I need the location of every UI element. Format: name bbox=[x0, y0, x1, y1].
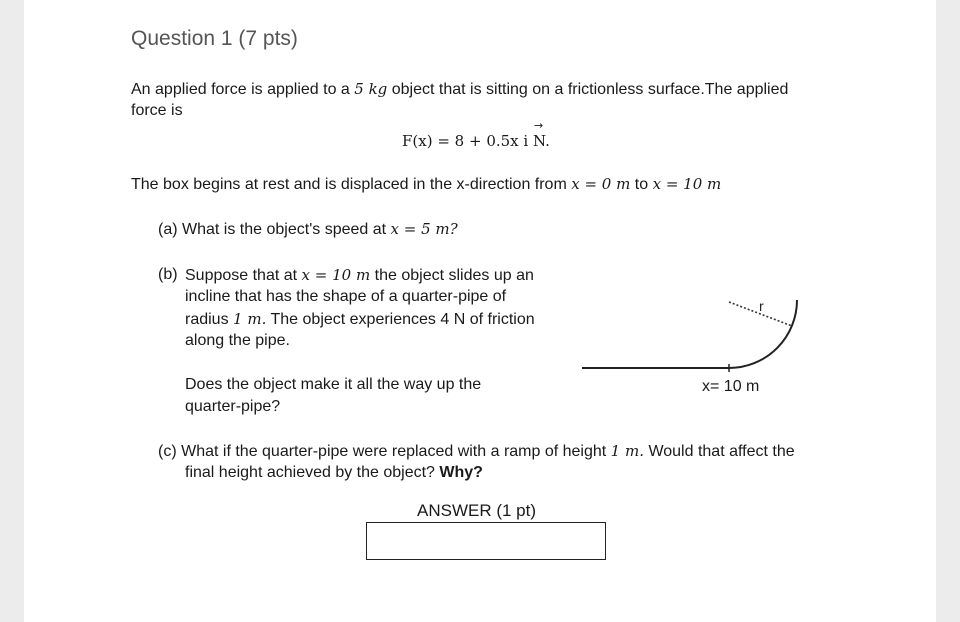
part-b-question-1: Does the object make it all the way up the bbox=[185, 376, 482, 393]
intro-line-2: force is bbox=[131, 102, 183, 119]
question-title: Question 1 (7 pts) bbox=[131, 27, 298, 50]
position-label: x= 10 m bbox=[702, 378, 760, 395]
mass-value: 5 kg bbox=[354, 80, 388, 98]
question-page bbox=[24, 0, 936, 622]
part-c-line-1: (c) What if the quarter-pipe were replaced with a ramp of height 1 m. Would that affect the bbox=[158, 442, 795, 460]
part-b-line-2: incline that has the shape of a quarter-pipe of bbox=[185, 288, 507, 305]
radius-label: r bbox=[759, 298, 764, 314]
part-b-question-2: quarter-pipe? bbox=[185, 398, 281, 415]
part-b-label: (b) bbox=[158, 266, 178, 283]
quarter-pipe-diagram bbox=[574, 290, 814, 400]
part-b-line-3: radius 1 m. The object experiences 4 N of friction bbox=[185, 310, 535, 328]
answer-label: ANSWER (1 pt) bbox=[417, 501, 537, 520]
answer-input-box[interactable] bbox=[366, 522, 606, 560]
part-c-line-2: final height achieved by the object? Why? bbox=[185, 464, 483, 481]
displacement-sentence: The box begins at rest and is displaced in the x-direction from x = 0 m to x = 10 m bbox=[131, 175, 722, 193]
part-a: (a) What is the object's speed at x = 5 m? bbox=[158, 220, 458, 238]
vector-arrow-icon: → bbox=[534, 119, 544, 132]
part-b-line-1: Suppose that at x = 10 m the object slides up an bbox=[185, 266, 534, 284]
part-b-line-4: along the pipe. bbox=[185, 332, 290, 349]
force-equation: F(x) = 8 + 0.5x i N. bbox=[402, 132, 550, 150]
intro-line-1: An applied force is applied to a 5 kg object that is sitting on a frictionless surface.The applied bbox=[131, 80, 789, 98]
